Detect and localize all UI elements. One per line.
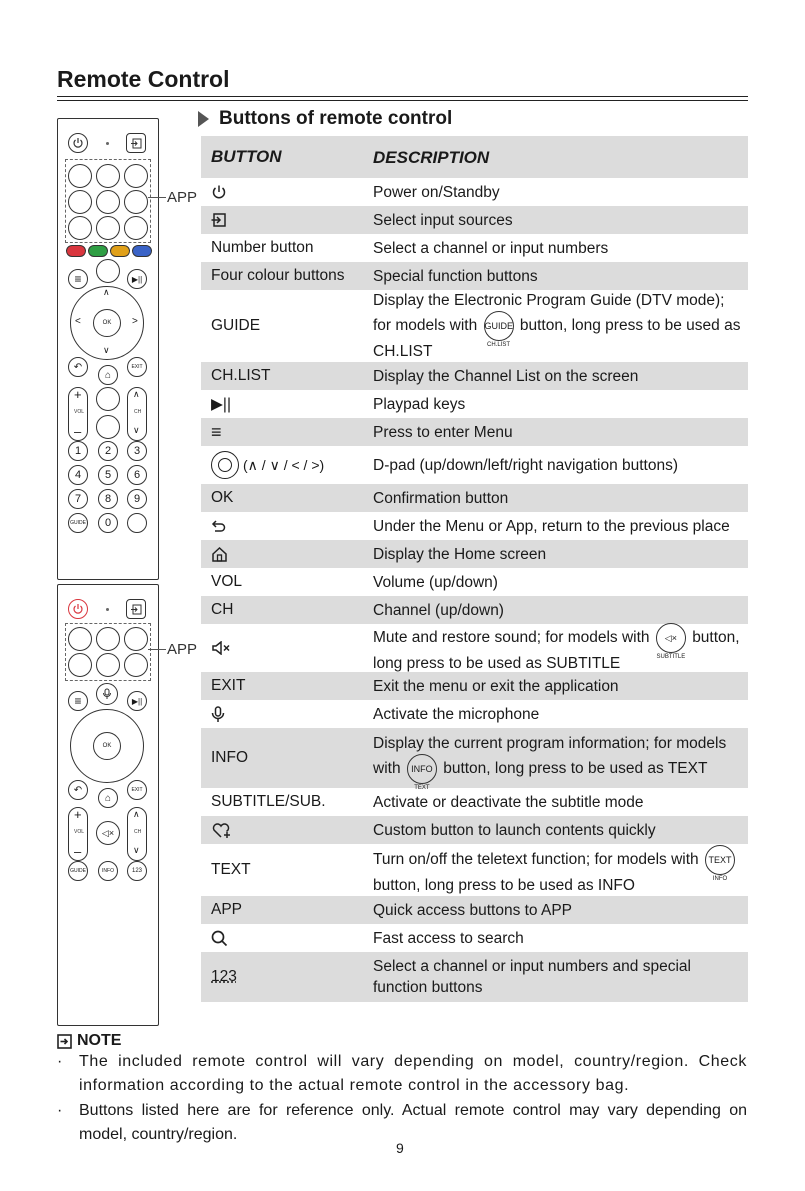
table-row <box>201 484 748 512</box>
microphone-icon <box>211 706 225 723</box>
note-item <box>57 1050 747 1098</box>
back-button[interactable]: ↶ <box>68 780 88 800</box>
description-line: button, long press to be used as INFO <box>373 876 635 894</box>
row-button: APP <box>211 901 243 918</box>
row-description: Activate or deactivate the subtitle mode <box>373 793 644 811</box>
play-pause-button[interactable]: ▶|| <box>127 269 147 289</box>
ch-up[interactable]: ∧ <box>133 809 140 819</box>
guide-inline-button-icon <box>484 311 514 348</box>
guide-label: GUIDE <box>70 868 86 874</box>
vol-label: VOL <box>74 829 85 835</box>
description-line: Select a channel or input numbers and special <box>373 958 691 975</box>
info-inline-button-icon <box>407 754 437 791</box>
note-icon <box>57 1034 72 1049</box>
row-description: Fast access to search <box>373 929 524 947</box>
description-text: for models with <box>373 317 478 335</box>
mute-button[interactable] <box>96 387 120 411</box>
power-icon <box>72 137 84 149</box>
num-123-label: 123 <box>131 868 142 874</box>
vol-minus[interactable]: – <box>74 424 82 439</box>
dpad-up-icon[interactable]: ∧ <box>103 287 110 297</box>
input-source-icon <box>211 212 227 228</box>
description-line <box>373 311 744 348</box>
exit-label: EXIT <box>131 787 143 793</box>
row-button: EXIT <box>211 677 246 694</box>
number-label: 4 <box>74 469 82 481</box>
guide-button[interactable] <box>68 513 88 533</box>
yellow-button[interactable] <box>110 245 130 257</box>
app-callout-label-1: APP <box>167 189 198 206</box>
number-label: 6 <box>133 469 141 481</box>
row-button: (∧ / ∨ / < / >) <box>243 456 325 473</box>
mid-button[interactable] <box>96 415 120 439</box>
app-button-4[interactable] <box>68 653 92 677</box>
input-source-icon <box>131 138 142 149</box>
mute-icon <box>211 641 231 655</box>
description-line: Display the Electronic Program Guide (DTV mode); <box>373 292 725 309</box>
guide-label: GUIDE <box>70 520 86 526</box>
guide-button[interactable] <box>68 861 88 881</box>
ch-down[interactable]: ∨ <box>133 425 140 435</box>
table-row <box>201 844 748 896</box>
number-button-9[interactable] <box>127 489 147 509</box>
power-icon <box>211 184 227 200</box>
row-button: CH.LIST <box>211 367 271 384</box>
description-line <box>373 754 744 791</box>
row-description: Volume (up/down) <box>373 573 498 591</box>
ok-label: OK <box>102 320 112 326</box>
inline-sub-label: INFO <box>712 875 728 882</box>
number-button-4[interactable] <box>68 465 88 485</box>
dpad-left-icon[interactable]: < <box>75 316 81 327</box>
table-row <box>201 446 748 484</box>
row-description <box>363 956 748 998</box>
row-description <box>363 733 748 791</box>
app-button-1[interactable] <box>68 627 92 651</box>
buttons-table <box>201 136 748 1002</box>
bullet: · <box>57 1053 63 1070</box>
description-text: Turn on/off the teletext function; for models with <box>373 850 699 868</box>
app-callout-label-2: APP <box>167 641 198 658</box>
ch-down[interactable]: ∨ <box>133 845 140 855</box>
note-title: NOTE <box>77 1032 122 1049</box>
blank-button[interactable] <box>127 513 147 533</box>
exit-button[interactable] <box>127 357 147 377</box>
row-description: Special function buttons <box>373 267 538 285</box>
description-line <box>373 623 744 660</box>
table-row <box>201 390 748 418</box>
row-description <box>363 845 748 896</box>
table-row <box>201 728 748 791</box>
table-row <box>201 262 748 290</box>
row-description: Quick access buttons to APP <box>373 901 573 919</box>
table-row <box>201 788 748 816</box>
note-heading <box>57 1032 121 1050</box>
table-row <box>201 362 748 390</box>
table-header <box>201 136 748 178</box>
number-button-8[interactable] <box>98 489 118 509</box>
row-button: VOL <box>211 573 243 590</box>
app-button-1[interactable] <box>68 164 92 188</box>
app-button-2[interactable] <box>96 164 120 188</box>
table-row <box>201 624 748 672</box>
page-title: Remote Control <box>57 66 230 92</box>
power-button[interactable] <box>68 133 88 153</box>
description-text: button, <box>692 628 740 646</box>
description-line <box>373 845 744 882</box>
number-button-6[interactable] <box>127 465 147 485</box>
num-123-button[interactable] <box>127 861 147 881</box>
ch-up[interactable]: ∧ <box>133 389 140 399</box>
row-description: Select a channel or input numbers <box>373 239 609 257</box>
input-source-button[interactable] <box>126 599 146 619</box>
num-123-icon: 123 <box>211 968 237 985</box>
menu-button[interactable]: ≡ <box>68 269 88 289</box>
table-row <box>201 924 748 952</box>
home-button[interactable]: ⌂ <box>98 365 118 385</box>
row-description: Display the Home screen <box>373 545 547 563</box>
description-text: Mute and restore sound; for models with <box>373 628 650 646</box>
input-source-icon <box>131 604 142 615</box>
ch-label: CH <box>134 409 142 415</box>
table-row <box>201 290 748 362</box>
power-button[interactable] <box>68 599 88 619</box>
section-title <box>198 108 452 130</box>
app-button-3[interactable] <box>124 164 148 188</box>
table-row <box>201 896 748 924</box>
description-line: function buttons <box>373 979 483 996</box>
row-description: Display the Channel List on the screen <box>373 367 639 385</box>
info-label: INFO <box>102 868 114 874</box>
play-pause-button[interactable]: ▶|| <box>127 691 147 711</box>
row-description: Activate the microphone <box>373 705 540 723</box>
table-row <box>201 234 748 262</box>
description-text: button, long press to be used as <box>519 317 741 335</box>
table-row <box>201 206 748 234</box>
text-inline-button-icon <box>705 845 735 882</box>
input-source-button[interactable] <box>126 133 146 153</box>
title-rule-double <box>57 100 748 101</box>
led-dot <box>106 608 109 611</box>
app-button-4[interactable] <box>68 190 92 214</box>
triangle-bullet-icon <box>198 111 209 127</box>
description-line: Display the current program information; for models <box>373 734 727 752</box>
play-pause-icon: ▶|| <box>211 395 231 413</box>
row-button: GUIDE <box>211 317 261 334</box>
vol-label: VOL <box>74 409 85 415</box>
row-description <box>363 290 748 362</box>
row-button: OK <box>211 489 234 506</box>
app-button-2[interactable] <box>96 627 120 651</box>
row-description: Playpad keys <box>373 395 466 413</box>
number-label: 0 <box>104 517 112 529</box>
row-description: Exit the menu or exit the application <box>373 677 619 695</box>
dpad-icon <box>211 451 239 479</box>
title-rule <box>57 96 748 97</box>
ok-label: OK <box>102 743 112 749</box>
table-row <box>201 700 748 728</box>
row-description: Select input sources <box>373 211 513 229</box>
number-label: 7 <box>74 493 82 505</box>
app-callout-line-1 <box>148 197 166 198</box>
inline-sub-label: CH.LIST <box>487 342 511 348</box>
ch-label: CH <box>134 829 142 835</box>
app-button-6[interactable] <box>124 653 148 677</box>
vol-minus[interactable]: – <box>74 844 82 859</box>
description-text: with <box>373 759 401 777</box>
number-button-0[interactable] <box>98 513 118 533</box>
app-button-6[interactable] <box>124 190 148 214</box>
row-description <box>363 623 748 674</box>
vol-plus[interactable]: + <box>74 807 82 822</box>
dpad-down-icon[interactable]: ∨ <box>103 345 110 355</box>
number-button-1[interactable] <box>68 441 88 461</box>
inline-sub-label: SUBTITLE <box>656 653 686 660</box>
header-button: BUTTON <box>211 147 282 166</box>
table-row <box>201 540 748 568</box>
table-row <box>201 512 748 540</box>
top-center-button[interactable] <box>96 259 120 283</box>
back-button[interactable]: ↶ <box>68 357 88 377</box>
description-text: button, long press to be used as TEXT <box>443 759 708 777</box>
power-icon <box>72 603 84 615</box>
vol-plus[interactable]: + <box>74 387 82 402</box>
ok-button[interactable] <box>93 732 121 760</box>
row-button: INFO <box>211 749 249 766</box>
dpad-right-icon[interactable]: > <box>132 316 138 327</box>
inline-sub-label: TEXT <box>414 784 430 791</box>
app-callout-line-2 <box>148 649 166 650</box>
row-button: TEXT <box>211 861 251 878</box>
section-title-text: Buttons of remote control <box>219 108 453 129</box>
home-icon <box>211 546 228 562</box>
number-label: 2 <box>104 445 112 457</box>
row-description: Custom button to launch contents quickly <box>373 821 656 839</box>
table-row <box>201 952 748 1002</box>
number-button-2[interactable] <box>98 441 118 461</box>
app-button-8[interactable] <box>96 216 120 240</box>
row-button: Four colour buttons <box>211 267 345 284</box>
custom-heart-icon <box>211 822 231 839</box>
number-button-7[interactable] <box>68 489 88 509</box>
app-button-3[interactable] <box>124 627 148 651</box>
row-description: Confirmation button <box>373 489 509 507</box>
app-button-5[interactable] <box>96 653 120 677</box>
blue-button[interactable] <box>132 245 152 257</box>
number-label: 5 <box>104 469 112 481</box>
menu-icon: ≡ <box>211 421 222 442</box>
ok-button[interactable] <box>93 309 121 337</box>
number-button-5[interactable] <box>98 465 118 485</box>
number-label: 9 <box>133 493 141 505</box>
row-description: Press to enter Menu <box>373 423 513 441</box>
table-row <box>201 418 748 446</box>
number-label: 8 <box>104 493 112 505</box>
row-description: Under the Menu or App, return to the previous place <box>373 517 730 535</box>
number-label: 1 <box>74 445 82 457</box>
led-dot <box>106 142 109 145</box>
number-button-3[interactable] <box>127 441 147 461</box>
inline-btn-label: INFO <box>411 763 433 774</box>
page-number: 9 <box>396 1140 404 1156</box>
microphone-button[interactable] <box>96 683 118 705</box>
description-line: CH.LIST <box>373 343 433 360</box>
exit-label: EXIT <box>131 364 143 370</box>
table-row <box>201 568 748 596</box>
inline-btn-label: TEXT <box>708 854 732 865</box>
description-line: long press to be used as SUBTITLE <box>373 654 621 672</box>
green-button[interactable] <box>88 245 108 257</box>
table-row <box>201 596 748 624</box>
home-button[interactable]: ⌂ <box>98 788 118 808</box>
microphone-icon <box>102 688 112 700</box>
row-description: D-pad (up/down/left/right navigation buttons) <box>373 456 679 474</box>
table-row <box>201 672 748 700</box>
red-button[interactable] <box>66 245 86 257</box>
row-description: Channel (up/down) <box>373 601 504 619</box>
bullet: · <box>57 1102 63 1119</box>
header-description: DESCRIPTION <box>373 147 490 167</box>
menu-button[interactable]: ≡ <box>68 691 88 711</box>
row-button: Number button <box>211 239 314 256</box>
note-text: Buttons listed here are for reference only. Actual remote control may vary depending on model, country/region. <box>79 1102 747 1143</box>
app-button-7[interactable] <box>68 216 92 240</box>
number-label: 3 <box>133 445 141 457</box>
info-button[interactable] <box>98 861 118 881</box>
note-text: The included remote control will vary depending on model, country/region. Check information according to the actual remote control in the accessory bag. <box>79 1053 747 1094</box>
remote-control-1 <box>57 118 159 580</box>
search-icon <box>211 930 228 947</box>
row-button: CH <box>211 601 234 618</box>
row-description: Power on/Standby <box>373 183 500 201</box>
back-icon <box>211 519 227 533</box>
exit-button[interactable] <box>127 780 147 800</box>
mute-button[interactable]: ◁× <box>96 821 120 845</box>
table-row <box>201 816 748 844</box>
table-row <box>201 178 748 206</box>
app-button-5[interactable] <box>96 190 120 214</box>
app-button-9[interactable] <box>124 216 148 240</box>
inline-btn-label: GUIDE <box>484 321 514 331</box>
row-button: SUBTITLE/SUB. <box>211 793 326 810</box>
remote-control-2 <box>57 584 159 1026</box>
mute-inline-button-icon: ◁× SUBTITLE <box>656 623 686 653</box>
